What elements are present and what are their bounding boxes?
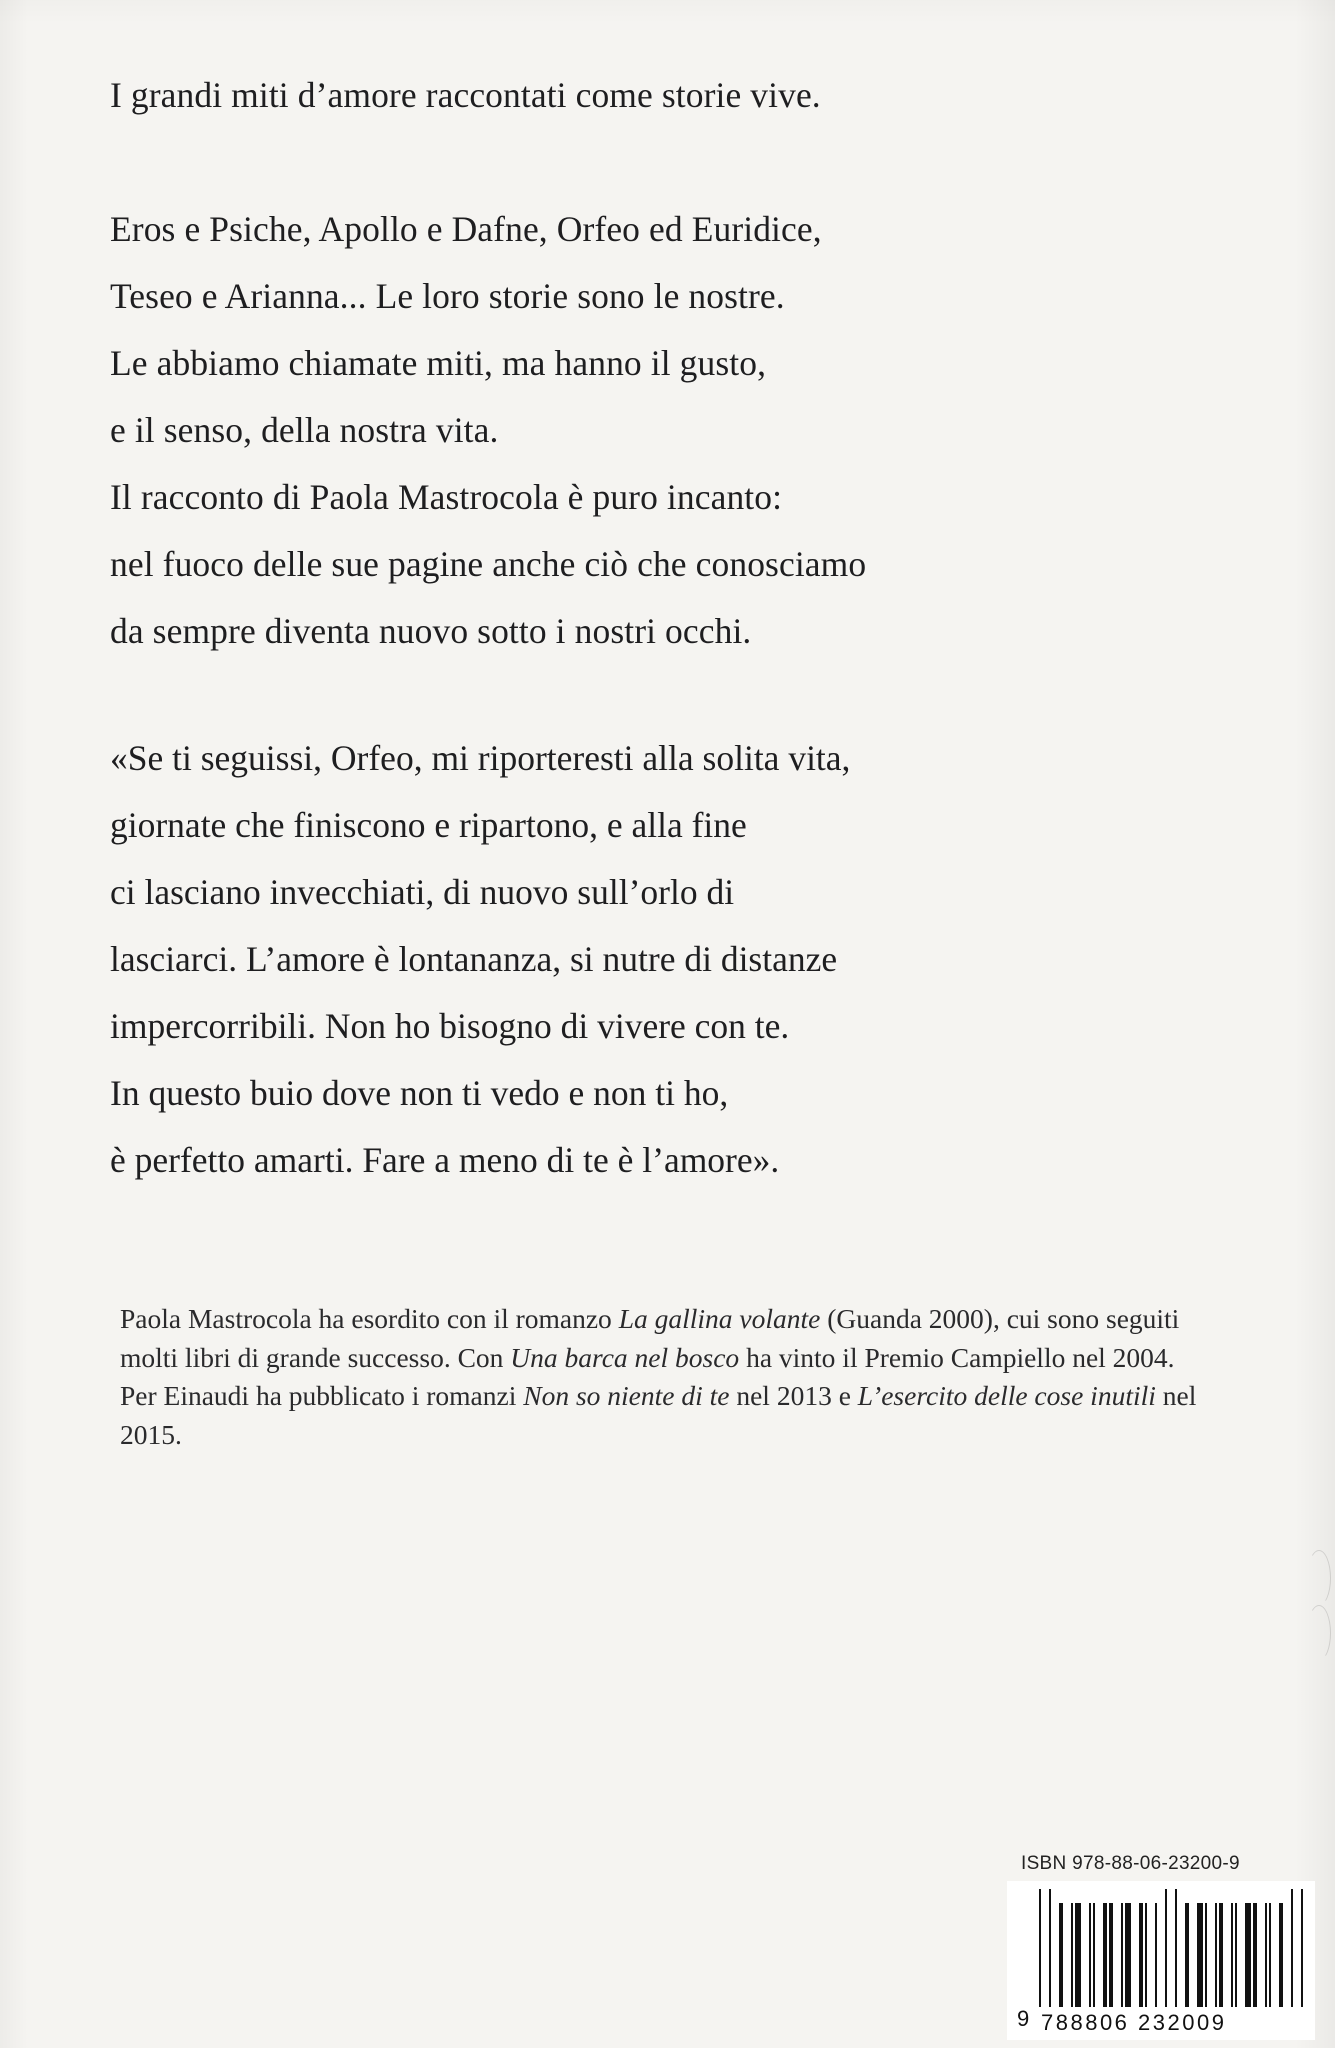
pull-quote-section [110,725,1220,1194]
bio-text-3: ha vinto il Premio Campiello nel 2004. Per Einaudi ha pubblicato i romanzi [120,1341,1175,1411]
blurb-line-5: Il racconto di Paola Mastrocola è puro incanto: [110,477,783,517]
blurb-line-2: Teseo e Arianna... Le loro storie sono le nostre. [110,276,785,316]
bio-text-4: nel 2013 e [729,1380,858,1411]
barcode-lead-digit: 9 [1017,2006,1030,2031]
quote-line-4: lasciarci. L’amore è lontananza, si nutre di distanze [110,939,838,979]
book-title-lesercito-delle-cose-inutili: L’esercito delle cose inutili [857,1380,1156,1411]
barcode-image [1007,1881,1315,2040]
blurb-lede: I grandi miti d’amore raccontati come storie vive. [110,75,821,115]
quote-line-2: giornate che finiscono e ripartono, e alla fine [110,805,747,845]
blurb-line-3: Le abbiamo chiamate miti, ma hanno il gusto, [110,343,767,383]
quote-line-7: è perfetto amarti. Fare a meno di te è l’amore». [110,1140,780,1180]
blurb-line-7: da sempre diventa nuovo sotto i nostri occhi. [110,611,752,651]
book-title-non-so-niente-di-te: Non so niente di te [523,1380,730,1411]
bio-text-2: (Guanda 2000), cui sono seguiti molti libri di grande successo. Con [120,1303,1180,1373]
quote-line-6: In questo buio dove non ti vedo e non ti ho, [110,1073,729,1113]
book-title-la-gallina-volante: La gallina volante [618,1303,821,1334]
blurb-section [110,62,1210,665]
book-title-una-barca-nel-bosco: Una barca nel bosco [510,1341,740,1373]
quote-line-1: «Se ti seguissi, Orfeo, mi riporteresti alla solita vita, [110,738,851,778]
blurb-line-6: nel fuoco delle sue pagine anche ciò che conosciamo [110,544,867,584]
isbn-label: ISBN 978-88-06-23200-9 [1021,1853,1240,1874]
author-bio [120,1300,1210,1454]
quote-line-5: impercorribili. Non ho bisogno di vivere con te. [110,1006,790,1046]
isbn-barcode-block [1007,1853,1307,2040]
page-edge-mark [1307,1550,1331,1606]
author-bio-text [120,1300,1210,1454]
bio-text-5: nel 2015. [120,1380,1197,1450]
blurb-line-4: e il senso, della nostra vita. [110,410,499,450]
page-edge-mark [1307,1605,1331,1661]
barcode-bars [1039,1889,1305,2007]
barcode-digits: 788806 232009 [1041,2010,1227,2035]
cover-content [110,0,1240,2048]
bio-text-1: Paola Mastrocola ha esordito con il romanzo [120,1303,619,1334]
quote-line-3: ci lasciano invecchiati, di nuovo sull’orlo di [110,872,735,912]
blurb-line-1: Eros e Psiche, Apollo e Dafne, Orfeo ed Euridice, [110,209,822,249]
